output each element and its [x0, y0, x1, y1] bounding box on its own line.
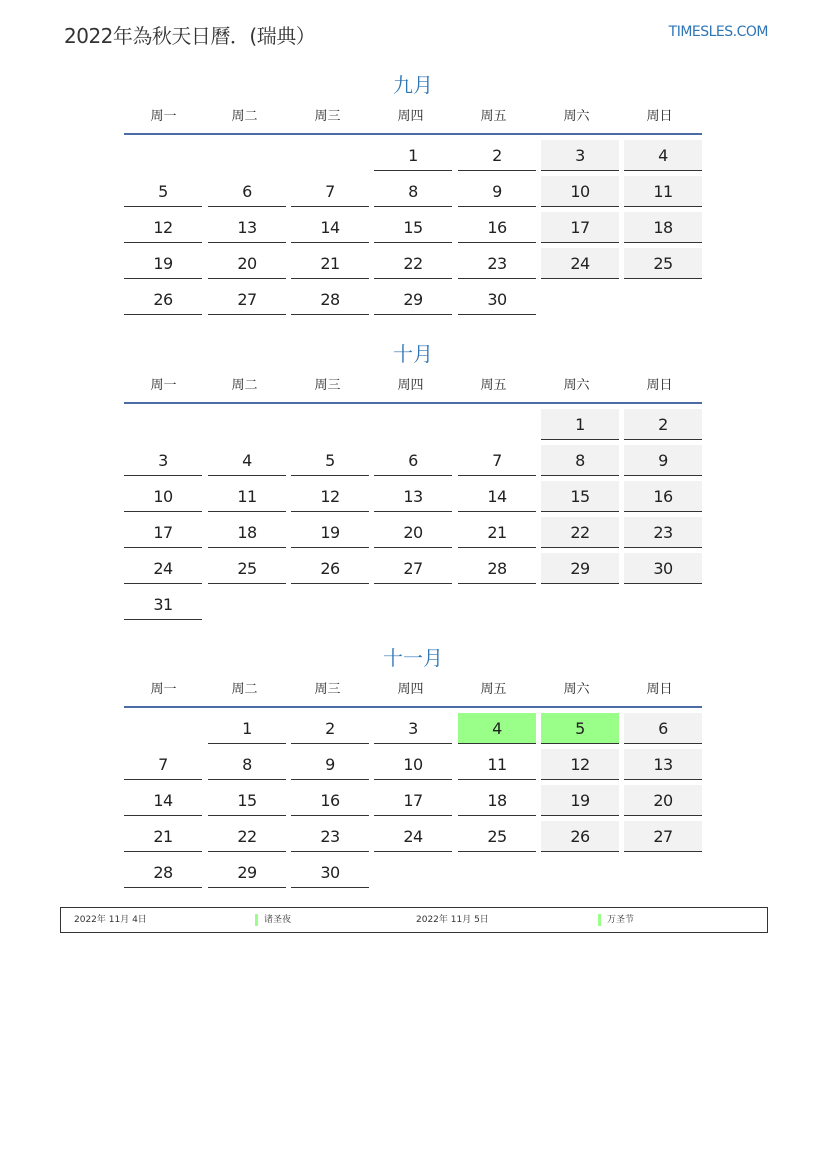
- day-cell: 18: [208, 517, 286, 548]
- day-cell: 7: [291, 176, 369, 207]
- day-cell: 19: [124, 248, 202, 279]
- day-cell: 10: [124, 481, 202, 512]
- weekday-label: 周五: [480, 109, 507, 124]
- day-cell: 28: [291, 284, 369, 315]
- day-cell: 8: [541, 445, 619, 476]
- month-calendar: [124, 339, 702, 625]
- week-row: [124, 713, 702, 749]
- weekday-header: [124, 107, 702, 135]
- day-cell: 17: [124, 517, 202, 548]
- day-cell: 4: [208, 445, 286, 476]
- weekday-label: 周日: [646, 682, 673, 697]
- day-cell: 5: [124, 176, 202, 207]
- holiday-legend: [60, 907, 768, 933]
- day-cell: 22: [374, 248, 452, 279]
- day-cell: 30: [458, 284, 536, 315]
- weekday-label: 周四: [397, 109, 424, 124]
- weekday-label: 周一: [150, 109, 177, 124]
- day-cell: 20: [374, 517, 452, 548]
- day-cell: 25: [208, 553, 286, 584]
- day-cell: 20: [208, 248, 286, 279]
- weekday-label: 周三: [314, 378, 341, 393]
- day-cell: 3: [124, 445, 202, 476]
- day-cell: 29: [541, 553, 619, 584]
- day-cell: 1: [374, 140, 452, 171]
- day-cell: 12: [291, 481, 369, 512]
- day-cell: 12: [541, 749, 619, 780]
- legend-holiday-name: 诸圣夜: [264, 915, 292, 925]
- day-cell: 28: [124, 857, 202, 888]
- day-cell: 17: [374, 785, 452, 816]
- weekday-label: 周六: [563, 109, 590, 124]
- day-cell: 6: [624, 713, 702, 744]
- month-name: 十一月: [383, 646, 443, 670]
- week-row: [124, 517, 702, 553]
- day-cell: 16: [291, 785, 369, 816]
- day-cell: 29: [374, 284, 452, 315]
- weekday-label: 周五: [480, 682, 507, 697]
- day-cell: 28: [458, 553, 536, 584]
- weekday-label: 周日: [646, 109, 673, 124]
- day-cell: 3: [541, 140, 619, 171]
- day-cell: 30: [624, 553, 702, 584]
- week-row: [124, 212, 702, 248]
- day-cell: 13: [374, 481, 452, 512]
- week-row: [124, 445, 702, 481]
- day-cell: 5: [291, 445, 369, 476]
- day-cell: 11: [208, 481, 286, 512]
- month-name: 十月: [393, 342, 433, 366]
- day-cell: 27: [624, 821, 702, 852]
- weekday-label: 周四: [397, 682, 424, 697]
- day-cell: 17: [541, 212, 619, 243]
- week-row: [124, 589, 702, 625]
- day-cell: 21: [458, 517, 536, 548]
- day-cell: 24: [541, 248, 619, 279]
- week-row: [124, 409, 702, 445]
- day-cell: 2: [624, 409, 702, 440]
- day-cell: 24: [374, 821, 452, 852]
- day-cell: 23: [291, 821, 369, 852]
- day-cell: 29: [208, 857, 286, 888]
- month-calendar: [124, 70, 702, 320]
- weekday-label: 周二: [231, 378, 258, 393]
- day-cell: 19: [541, 785, 619, 816]
- week-row: [124, 821, 702, 857]
- day-cell: 9: [291, 749, 369, 780]
- day-cell: 14: [291, 212, 369, 243]
- day-cell: 26: [541, 821, 619, 852]
- day-cell: 21: [124, 821, 202, 852]
- month-name: 九月: [393, 73, 433, 97]
- day-cell: 20: [624, 785, 702, 816]
- weekday-header: [124, 680, 702, 708]
- week-row: [124, 785, 702, 821]
- day-cell: 13: [208, 212, 286, 243]
- day-cell: 13: [624, 749, 702, 780]
- day-cell: 18: [458, 785, 536, 816]
- week-row: [124, 749, 702, 785]
- day-cell: 27: [208, 284, 286, 315]
- week-row: [124, 553, 702, 589]
- day-cell: 6: [374, 445, 452, 476]
- day-cell: 22: [541, 517, 619, 548]
- weekday-label: 周四: [397, 378, 424, 393]
- day-cell: 14: [124, 785, 202, 816]
- day-cell: 4: [458, 713, 536, 744]
- day-cell: 10: [374, 749, 452, 780]
- date-grid: [124, 409, 702, 625]
- week-row: [124, 248, 702, 284]
- day-cell: 8: [374, 176, 452, 207]
- weekday-label: 周一: [150, 378, 177, 393]
- day-cell: 7: [124, 749, 202, 780]
- page-title: 2022年為秋天日曆．(瑞典）: [64, 24, 316, 48]
- site-link[interactable]: TIMESLES.COM: [668, 24, 768, 40]
- day-cell: 9: [624, 445, 702, 476]
- day-cell: 12: [124, 212, 202, 243]
- weekday-header: [124, 376, 702, 404]
- weekday-label: 周三: [314, 109, 341, 124]
- day-cell: 18: [624, 212, 702, 243]
- week-row: [124, 857, 702, 893]
- weekday-label: 周五: [480, 378, 507, 393]
- weekday-label: 周六: [563, 682, 590, 697]
- weekday-label: 周三: [314, 682, 341, 697]
- day-cell: 23: [624, 517, 702, 548]
- day-cell: 4: [624, 140, 702, 171]
- month-calendar: [124, 643, 702, 893]
- weekday-label: 周二: [231, 682, 258, 697]
- day-cell: 8: [208, 749, 286, 780]
- weekday-label: 周二: [231, 109, 258, 124]
- week-row: [124, 140, 702, 176]
- date-grid: [124, 713, 702, 893]
- day-cell: 24: [124, 553, 202, 584]
- legend-date: 2022年 11月 4日: [74, 915, 147, 925]
- day-cell: 22: [208, 821, 286, 852]
- day-cell: 16: [624, 481, 702, 512]
- legend-holiday-name: 万圣节: [607, 915, 635, 925]
- day-cell: 5: [541, 713, 619, 744]
- day-cell: 14: [458, 481, 536, 512]
- day-cell: 25: [458, 821, 536, 852]
- day-cell: 31: [124, 589, 202, 620]
- week-row: [124, 176, 702, 212]
- day-cell: 1: [208, 713, 286, 744]
- weekday-label: 周六: [563, 378, 590, 393]
- day-cell: 30: [291, 857, 369, 888]
- legend-color-marker: [598, 914, 601, 926]
- day-cell: 11: [458, 749, 536, 780]
- day-cell: 26: [291, 553, 369, 584]
- day-cell: 7: [458, 445, 536, 476]
- day-cell: 3: [374, 713, 452, 744]
- day-cell: 15: [374, 212, 452, 243]
- day-cell: 6: [208, 176, 286, 207]
- day-cell: 15: [541, 481, 619, 512]
- day-cell: 16: [458, 212, 536, 243]
- day-cell: 1: [541, 409, 619, 440]
- week-row: [124, 481, 702, 517]
- weekday-label: 周一: [150, 682, 177, 697]
- day-cell: 15: [208, 785, 286, 816]
- day-cell: 11: [624, 176, 702, 207]
- day-cell: 10: [541, 176, 619, 207]
- week-row: [124, 284, 702, 320]
- legend-color-marker: [255, 914, 258, 926]
- day-cell: 2: [458, 140, 536, 171]
- day-cell: 2: [291, 713, 369, 744]
- day-cell: 26: [124, 284, 202, 315]
- legend-date: 2022年 11月 5日: [416, 915, 489, 925]
- day-cell: 21: [291, 248, 369, 279]
- day-cell: 19: [291, 517, 369, 548]
- weekday-label: 周日: [646, 378, 673, 393]
- date-grid: [124, 140, 702, 320]
- day-cell: 9: [458, 176, 536, 207]
- day-cell: 25: [624, 248, 702, 279]
- day-cell: 23: [458, 248, 536, 279]
- day-cell: 27: [374, 553, 452, 584]
